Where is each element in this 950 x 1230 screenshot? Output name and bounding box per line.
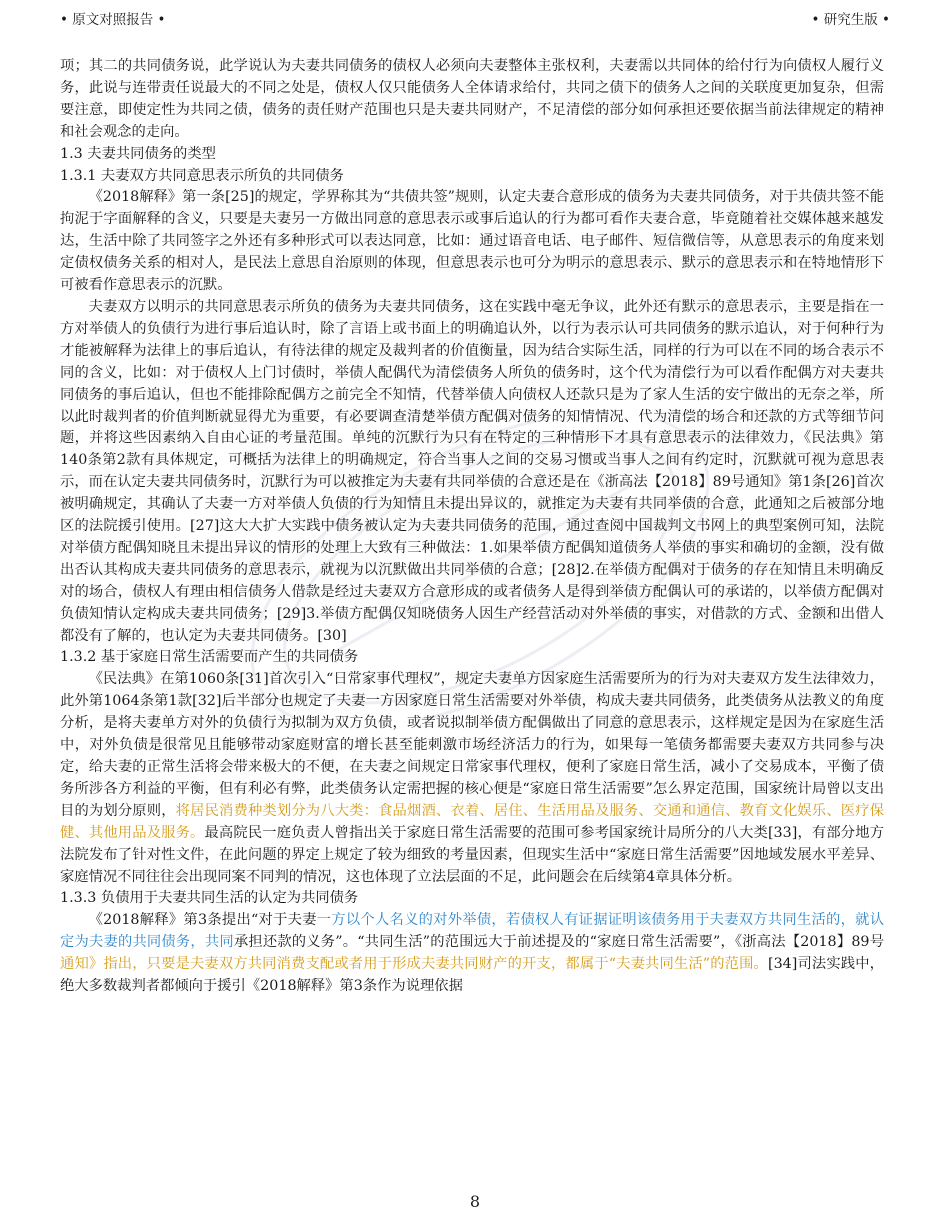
section-heading-1-3-3: 1.3.3 负债用于夫妻共同生活的认定为共同债务 <box>60 890 359 907</box>
text-common-life-part3: [34]司法实践中，绝大多数裁判者都倾向于援引《2018解释》第3条作为说理依据 <box>60 956 884 995</box>
text-daily-needs-part1: 《民法典》在第1060条[31]首次引入“日常家事代理权”，规定夫妻单方因家庭生活需要所为的行为对夫妻双方发生法律效力，此外第1064条第1款[32]后半部分也规定了夫妻一方因家庭日常生活需要对外举债，构成夫妻共同债务，此类债务从法教义的角度分析，是将夫妻单方对外的负债行为拟制为双方负债，或者说拟制举债方配偶做出了同意的意思表示，这样规定是因为在家庭生活中，对外负债是很常见且能够带动家庭财富的增长甚至能刺激市场经济活力的行为，如果每一笔债务都需要夫妻双方共同参与决定，给夫妻的正常生活将会带来极大的不便，在夫妻之间规定日常家事代理权，便利了家庭日常生活，减小了交易成本，平衡了债务所涉各方利益的平衡，但有利必有弊，此类债务认定需把握的核心便是“家庭日常生活需要”怎么界定范围，国家统计局曾以支出目的为划分原则， <box>60 671 884 819</box>
highlight-consumption-categories: 将居民消费种类划分为八大类：食品烟酒、衣着、居住、生活用品及服务、交通和通信、教育文化娱乐、医疗保健、其他用品及服务。 <box>60 802 884 841</box>
paragraph-express-intent: 夫妻双方以明示的共同意思表示所负的债务为夫妻共同债务，这在实践中毫无争议，此外还有默示的意思表示，主要是指在一方对举债人的负债行为进行事后追认时，除了言语上或书面上的明确追认外，以行为表示认可共同债务的默示追认，对于何种行为才能被解释为法律上的事后追认，有待法律的规定及裁判者的价值衡量，因为结合实际生活，同样的行为可以在不同的场合表示不同的含义，比如：对于债权人上门讨债时，举债人配偶代为清偿债务人所负的债务时，这个代为清偿行为可以看作配偶方对夫妻共同债务的事后追认，但也不能排除配偶方之前完全不知情，代替举债人向债权人还款只是为了家人生活的安宁做出的无奈之举，所以此时裁判者的价值判断就显得尤为重要，有必要调查清楚举债方配偶对债务的知情情况、代为清偿的场合和还款的方式等细节问题，并将这些因素纳入自由心证的考量范围。单纯的沉默行为只有在特定的三种情形下才具有意思表示的法律效力，《民法典》第140条第2款有具体规定，可概括为法律上的明确规定，符合当事人之间的交易习惯或当事人之间有约定时，沉默就可视为意思表示，而在认定夫妻共同债务时，沉默行为可以被推定为夫妻有共同举债的合意还是在《浙高法【2018】89号通知》第1条[26]首次被明确规定，其确认了夫妻一方对举债人负债的行为知情且未提出异议的，就推定为夫妻有共同举债的合意，此通知之后被部分地区的法院援引使用。[27]这大大扩大实践中债务被认定为夫妻共同债务的范围，通过查阅中国裁判文书网上的典型案例可知，法院对举债方配偶知晓且未提出异议的情形的处理上大致有三种做法：1.如果举债方配偶知道债务人举债的事实和确切的金额，没有做出否认其构成夫妻共同债务的意思表示，就视为以沉默做出共同举债的合意；[28]2.在举债方配偶对于债务的存在知情且未明确反对的场合，债权人有理由相信债务人借款是经过夫妻双方合意形成的或者债务人是得到举债方配偶认可的承诺的，以举债方配偶对负债知情认定构成夫妻共同债务；[29]3.举债方配偶仅知晓债务人因生产经营活动对外举债的事实，对借款的方式、金额和出借人都没有了解的，也认定为夫妻共同债务。[30] <box>60 298 884 644</box>
highlight-individual-debt: 一方以个人名义的对外举债，若债权人有证据证明该债务用于夫妻双方共同生活的，就认定为夫妻的共同债务，共同 <box>60 912 884 951</box>
paragraph-co-sign-rule: 《2018解释》第一条[25]的规定，学界称其为“共债共签”规则，认定夫妻合意形成的债务为夫妻共同债务，对于共债共签不能拘泥于字面解释的含义，只要是夫妻另一方做出同意的意思表示或事后追认的行为都可看作夫妻合意，毕竟随着社交媒体越来越发达，生活中除了共同签字之外还有多种形式可以表达同意，比如：通过语音电话、电子邮件、短信微信等，从意思表示的角度来划定债权债务关系的相对人，是民法上意思自治原则的体现，但意思表示也可分为明示的意思表示、默示的意思表示和在特地情形下可被看作意思表示的沉默。 <box>60 189 884 294</box>
paragraph-intro: 项；其二的共同债务说，此学说认为夫妻共同债务的债权人必须向夫妻整体主张权利，夫妻需以共同体的给付行为向债权人履行义务，此说与连带责任说最大的不同之处是，债权人仅只能债务人全体请求给付，共同之债下的债务人之间的关联度更加复杂，但需要注意，即使定性为共同之债，债务的责任财产范围也只是夫妻共同财产，不足清偿的部分如何承担还要依据当前法律规定的精神和社会观念的走向。 <box>60 58 884 140</box>
paragraph-daily-needs <box>60 669 884 888</box>
text-common-life-part1: 《2018解释》第3条提出“对于夫妻 <box>88 912 317 929</box>
section-heading-1-3-2: 1.3.2 基于家庭日常生活需要而产生的共同债务 <box>60 649 359 666</box>
header-left-title: • 原文对照报告 • <box>60 12 166 28</box>
section-heading-1-3: 1.3 夫妻共同债务的类型 <box>60 145 216 162</box>
text-daily-needs-part2: 最高院民一庭负责人曾指出关于家庭日常生活需要的范围可参考国家统计局所分的八大类[33]，有部分地方法院发布了针对性文件，在此问题的界定上规定了较为细致的考量因素，但现实生活中“家庭日常生活需要”因地域发展水平差异、家庭情况不同往往会出现同案不同判的情况，这也体现了立法层面的不足，此问题会在后续第4章具体分析。 <box>60 824 885 885</box>
paragraph-common-life <box>60 910 884 998</box>
page-number: 8 <box>469 1192 481 1211</box>
highlight-notice-scope: 通知》指出，只要是夫妻双方共同消费支配或者用于形成夫妻共同财产的开支，都属于“夫妻共同生活”的范围。 <box>60 956 768 973</box>
section-heading-1-3-1: 1.3.1 夫妻双方共同意思表示所负的共同债务 <box>60 167 344 184</box>
document-body <box>60 56 884 998</box>
header-right-title: • 研究生版 • <box>811 12 890 28</box>
text-common-life-part2: 承担还款的义务”。“共同生活”的范围远大于前述提及的“家庭日常生活需要”，《浙高法【2018】89号 <box>233 934 885 951</box>
page-header <box>60 8 890 32</box>
